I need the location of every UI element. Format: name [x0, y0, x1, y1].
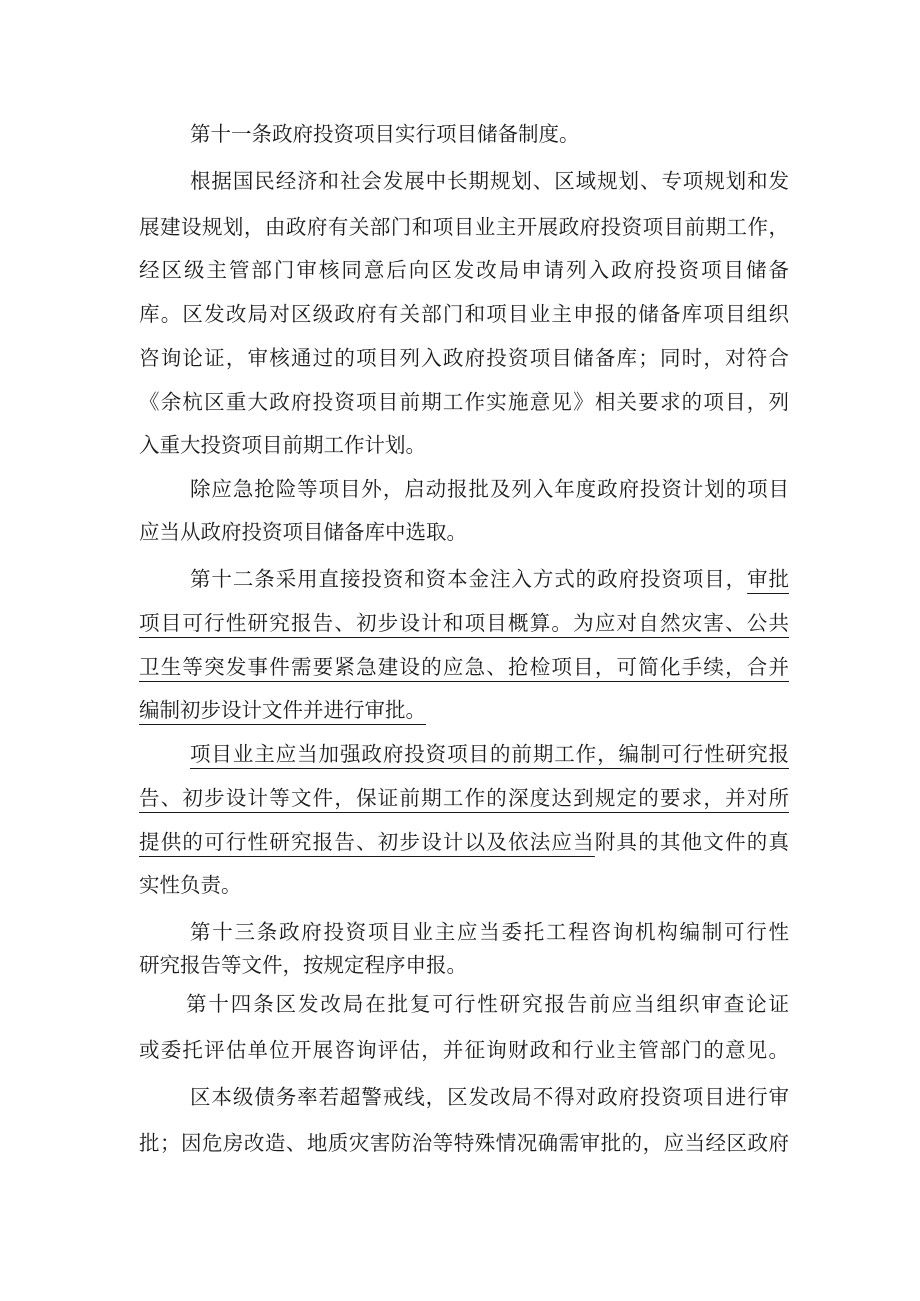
underlined-text: 卫生等突发事件需要紧急建设的应急、抢检项目，可简化手续，合并 [139, 655, 789, 679]
paragraph-line: 展建设规划，由政府有关部门和项目业主开展政府投资项目前期工作， [139, 215, 789, 239]
paragraph-text: 附具的其他文件的真 [594, 830, 789, 854]
underlined-line [139, 606, 789, 640]
paragraph-line: 库。区发改局对区级政府有关部门和项目业主申报的储备库项目组织 [139, 302, 789, 326]
underlined-text: 告、初步设计等文件，保证前期工作的深度达到规定的要求，并对所 [139, 786, 789, 810]
paragraph-line: 《余杭区重大政府投资项目前期工作实施意见》相关要求的项目，列 [139, 390, 789, 414]
underlined-text: 提供的可行性研究报告、初步设计以及依法应当 [139, 830, 595, 854]
article-14-heading: 第十四条 [186, 992, 276, 1016]
article-11-heading: 第十一条政府投资项目实行项目储备制度。 [190, 122, 580, 146]
underlined-text: 项目可行性研究报告、初步设计和项目概算。为应对自然灾害、公共 [139, 611, 789, 635]
paragraph-line: 区本级债务率若超警戒线，区发改局不得对政府投资项目进行审 [190, 1085, 789, 1109]
article-12-text: 第十二条采用直接投资和资本金注入方式的政府投资项目， [190, 567, 748, 591]
underlined-text: 编制初步设计文件并进行审批。 [139, 698, 426, 722]
paragraph-line: 入重大投资项目前期工作计划。 [139, 433, 426, 457]
underlined-line [139, 693, 789, 727]
paragraph-line: 研究报告等文件，按规定程序申报。 [139, 953, 467, 977]
underlined-text: 审批 [747, 567, 789, 591]
paragraph-text: 区发改局在批复可行性研究报告前应当组织审查论证 [275, 992, 789, 1016]
article-14-line [186, 987, 789, 1021]
underlined-line [139, 781, 789, 815]
paragraph-line: 根据国民经济和社会发展中长期规划、区域规划、专项规划和发 [190, 169, 789, 193]
paragraph-line: 实性负责。 [139, 873, 242, 897]
paragraph-line: 咨询论证，审核通过的项目列入政府投资项目储备库；同时，对符合 [139, 346, 789, 370]
underlined-line [139, 825, 789, 859]
paragraph-line: 批；因危房改造、地质灾害防治等特殊情况确需审批的，应当经区政府 [139, 1131, 789, 1155]
paragraph-line: 经区级主管部门审核同意后向区发改局申请列入政府投资项目储备 [139, 258, 789, 282]
article-12-line [190, 562, 789, 596]
underlined-text: 项目业主应当加强政府投资项目的前期工作，编制可行性研究报 [190, 742, 789, 766]
paragraph-line: 除应急抢险等项目外，启动报批及列入年度政府投资计划的项目 [190, 477, 789, 501]
underlined-line [139, 650, 789, 684]
paragraph-line: 或委托评估单位开展咨询评估，并征询财政和行业主管部门的意见。 [139, 1038, 789, 1062]
underlined-line [190, 737, 789, 771]
article-13-line: 第十三条政府投资项目业主应当委托工程咨询机构编制可行性 [190, 920, 789, 944]
paragraph-line: 应当从政府投资项目储备库中选取。 [139, 520, 467, 544]
